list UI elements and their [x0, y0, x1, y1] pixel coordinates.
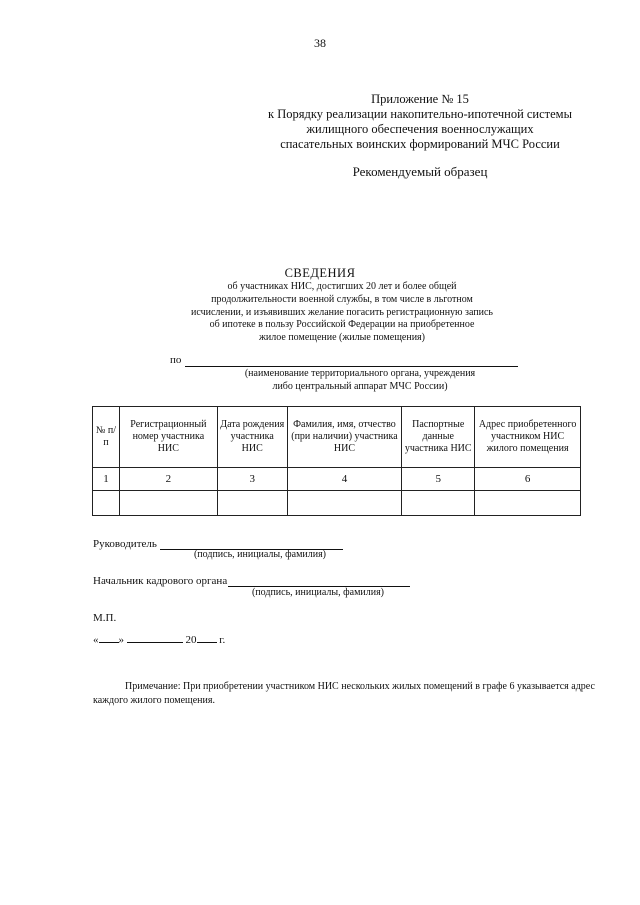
- date-open-quote: «: [93, 634, 99, 646]
- table-row: [93, 491, 581, 516]
- manager-signature-caption: (подпись, инициалы, фамилия): [193, 549, 327, 560]
- stamp-place: М.П.: [93, 612, 117, 624]
- table-column-numbers-row: [93, 468, 581, 491]
- table-column-number: 5: [402, 468, 475, 491]
- recipient-caption: (наименование территориального органа, учреждения: [244, 368, 476, 379]
- table-cell[interactable]: [287, 491, 402, 516]
- date-day-field[interactable]: [99, 632, 119, 643]
- date-field: [93, 632, 225, 646]
- table-column-number: 3: [217, 468, 287, 491]
- date-year-field[interactable]: [197, 632, 217, 643]
- appendix-title: Приложение № 15: [371, 92, 469, 106]
- sample-note: Рекомендуемый образец: [352, 164, 488, 179]
- recipient-caption: либо центральный аппарат МЧС России): [272, 381, 448, 392]
- table-header-cell: Фамилия, имя, отчество (при наличии) участника НИС: [287, 407, 402, 468]
- document-subtitle-line: об участниках НИС, достигших 20 лет и более общей: [227, 281, 457, 292]
- table-header-cell: Адрес приобретенного участником НИС жилого помещения: [475, 407, 581, 468]
- table-header-row: [93, 407, 581, 468]
- table-cell[interactable]: [475, 491, 581, 516]
- table-cell[interactable]: [402, 491, 475, 516]
- appendix-line: жилищного обеспечения военнослужащих: [306, 122, 534, 136]
- document-subtitle-line: продолжительности военной службы, в том числе в льготном: [211, 294, 473, 305]
- table-header-cell: № п/п: [93, 407, 120, 468]
- date-month-field[interactable]: [127, 632, 183, 643]
- table-cell[interactable]: [217, 491, 287, 516]
- recipient-prefix: по: [170, 354, 182, 366]
- table-column-number: 4: [287, 468, 402, 491]
- table-header-cell: Дата рождения участника НИС: [217, 407, 287, 468]
- footnote: Примечание: При приобретении участником НИС нескольких жилых помещений в графе 6 указывается адрес каждого жилого помещения.: [93, 681, 595, 706]
- table-column-number: 1: [93, 468, 120, 491]
- participants-table: [92, 406, 581, 516]
- manager-label: Руководитель: [93, 538, 157, 550]
- appendix-line: к Порядку реализации накопительно-ипотечной системы: [268, 107, 572, 121]
- document-title: СВЕДЕНИЯ: [284, 266, 356, 280]
- document-subtitle-line: об ипотеке в пользу Российской Федерации на приобретенное: [209, 319, 475, 330]
- hr-head-label: Начальник кадрового органа: [93, 575, 228, 587]
- table-column-number: 2: [119, 468, 217, 491]
- date-year-suffix: г.: [219, 634, 226, 646]
- table-cell[interactable]: [119, 491, 217, 516]
- page-number: 38: [314, 36, 326, 50]
- table-header-cell: Паспортные данные участника НИС: [402, 407, 475, 468]
- date-year-prefix: 20: [185, 634, 197, 646]
- hr-head-signature-caption: (подпись, инициалы, фамилия): [251, 587, 385, 598]
- table-header-cell: Регистрационный номер участника НИС: [119, 407, 217, 468]
- table-cell[interactable]: [93, 491, 120, 516]
- appendix-line: спасательных воинских формирований МЧС России: [280, 137, 560, 151]
- document-subtitle-line: исчислении, и изъявивших желание погасить регистрационную запись: [191, 307, 493, 318]
- table-column-number: 6: [475, 468, 581, 491]
- date-close-quote: »: [118, 634, 124, 646]
- document-subtitle-line: жилое помещение (жилые помещения): [259, 332, 425, 343]
